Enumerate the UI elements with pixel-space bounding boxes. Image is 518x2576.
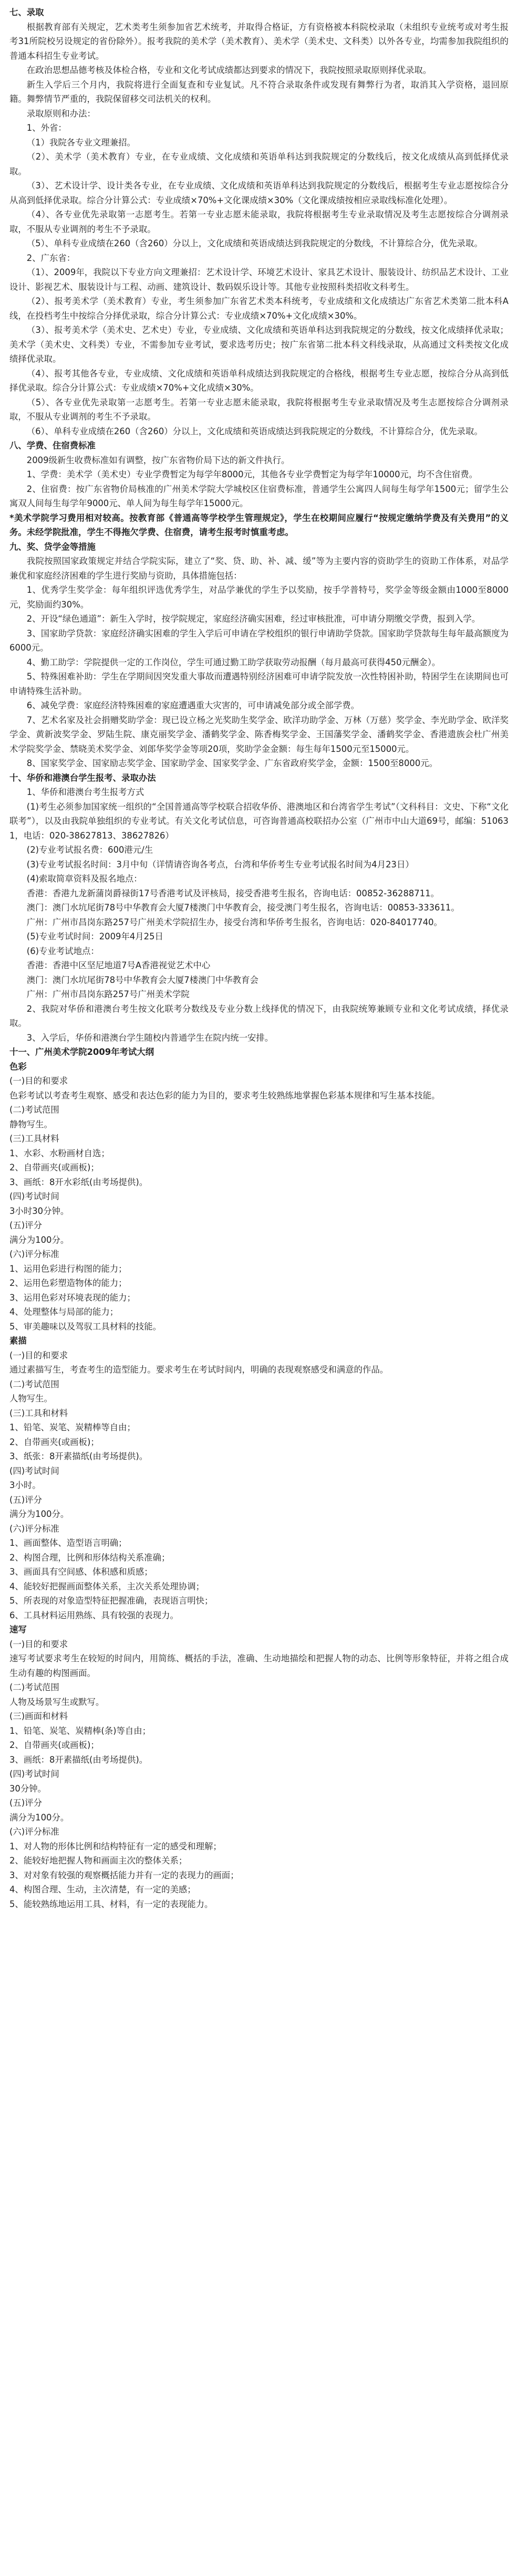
paragraph: 4、勤工助学：学院提供一定的工作岗位，学生可通过勤工助学获取劳动报酬（每月最高可获得450元酬金）。 [26,657,441,667]
paragraph: （1）、2009年，我院以下专业方向文理兼招：艺术设计学、环境艺术设计、家具艺术设计、服装设计、纺织品艺术设计、工业设计、影视艺术、服装设计与工程、动画、建筑设计、数码娱乐设计等。其他专业按照科类招收文科考生。 [9,267,509,292]
paragraph: 2、构图合理，比例和形体结构关系准确； [9,1552,170,1563]
paragraph: 4、能较好把握画面整体关系，主次关系处理协调； [9,1581,205,1591]
paragraph: (三)画面和材料 [9,1711,68,1721]
paragraph: 2、广东省： [26,253,76,263]
paragraph: 30分钟。 [9,1783,47,1794]
paragraph: 7、艺术名家及社会捐赠奖助学金：现已设立杨之光奖助生奖学金、欧洋功助学金、万林（万慈）奖学金、李光助学金、欧洋奖学金、黄新波奖学金、罗陆生院、康克丽奖学金、潘鹤奖学金、陈香梅奖学金、王国藩奖学金、潘鹤奖学金、香港遗族会杜广州美术学院奖学金、禁晓美术奖学金、刘郎华奖学金等项20项，奖助学金金额：每生每年1500元至15000元。 [9,715,509,754]
paragraph: (3)专业考试报名时间：3月中旬（详情请咨询各考点，台湾和华侨考生专业考试报名时间为4月23日） [26,859,414,870]
paragraph: 5、所表现的对象造型特征把握准确，表现语言明快； [9,1596,213,1606]
paragraph: （3）、艺术设计学、设计类各专业，在专业成绩、文化成绩和英语单科达到我院规定的分数线后，根据考生专业志愿按综合分从高到低择优录取。综合分计算公式：专业成绩×70%+文化课成绩×30%（文化课成绩按相应录取线标准化处理）。 [9,181,509,205]
paragraph: 1、华侨和港澳台考生报考方式 [26,787,144,797]
paragraph: （4）、各专业优先录取第一志愿考生。若第一专业志愿未能录取，我院将根据考生专业录取情况及考生志愿按综合分调剂录取，不服从专业调剂的考生不予录取。 [9,210,509,234]
paragraph: (一)目的和要求 [9,1076,68,1086]
paragraph: (六)评分标准 [9,1523,59,1534]
paragraph: （2）、报考美术学（美术教育）专业，考生须参加广东省艺术类本科统考，专业成绩和文化成绩达广东省艺术类第二批本科A线，在投档考生中按综合分择优录取，综合分计算公式：专业成绩×70%+文化成绩×30%。 [9,296,509,321]
paragraph: 满分为100分。 [9,1509,69,1519]
paragraph: 3小时。 [9,1480,41,1490]
paragraph: 3、运用色彩对环境表现的能力； [9,1292,136,1303]
paragraph: 澳门：澳门水坑尾街78号中华教育会大厦7楼澳门中华教育会 [26,975,258,985]
paragraph: 在政治思想品德考核及体检合格，专业和文化考试成绩都达到要求的情况下，我院按照录取原则择优录取。 [26,65,432,75]
paragraph: (四)考试时间 [9,1465,59,1476]
paragraph: (5)专业考试时间：2009年4月25日 [26,931,163,941]
paragraph: (五)评分 [9,1798,42,1808]
paragraph: 我院按照国家政策规定并结合学院实际，建立了“奖、贷、助、补、减、缓”等为主要内容的资助学生的资助工作体系，对品学兼优和家庭经济困难的学生进行奖励与资助，具体措施包括： [9,556,509,581]
paragraph: 1、画面整体、造型语言明确； [9,1538,127,1548]
paragraph: (一)目的和要求 [9,1350,68,1360]
paragraph: 2、我院对华侨和港澳台考生按文化联考分数线及专业分数上线择优的情况下，由我院统筹兼顾专业和文化考试成绩，择优录取。 [9,1003,509,1028]
paragraph: （3）、报考美术学（美术史、艺术史）专业，专业成绩、文化成绩和英语单科达到我院规定的分数线，按文化成绩择优录取；美术学（美术史、文科类）专业，不需参加专业考试，要求选考历史；按广东省第二批本科文科线录取，从高通过文科类按文化成绩择优录取。 [9,325,509,364]
paragraph: (1)考生必须参加国家统一组织的“全国普通高等学校联合招收华侨、港澳地区和台湾省学生考试”（文科科目：文史、下称“文化联考”），以及由我院单独组织的专业考试。有关文化考试信息，可咨询普通高校联招办公室（广州市中山大道69号，邮编：510631，电话：020-38627813、38627826） [9,801,509,841]
paragraph: 色彩考试以考查考生观察、感受和表达色彩的能力为目的，要求考生较熟练地掌握色彩基本规律和写生基本技能。 [9,1090,440,1101]
paragraph: 香港：香港九龙新蒲岗爵禄街17号香港考试及评核局，接受香港考生报名，咨询电话：00852-36288711。 [26,888,439,898]
paragraph: 2、开设“绿色通道”：新生入学时，按学院规定，家庭经济确实困难，经过审核批准，可申请分期缴交学费，报到入学。 [26,614,481,624]
paragraph: 3、画纸：8开水彩纸(由考场提供)。 [9,1177,148,1187]
section-heading: *美术学院学习费用相对较高。按教育部《普通高等学校学生管理规定》，学生在校期间应履行“按规定缴纳学费及有关费用”的义务。未经学院批准，学生不得拖欠学费、住宿费，请考生报考时慎重考虑。 [9,512,509,537]
paragraph: 5、审美趣味以及驾驭工具材料的技能。 [9,1321,162,1332]
paragraph: 1、对人物的形体比例和结构特征有一定的感受和理解； [9,1841,222,1851]
paragraph: 1、优秀学生奖学金：每年组织评选优秀学生，对品学兼优的学生予以奖励，按手学普特号，奖学金等级金额由1000至8000元，奖励面约30%。 [9,585,509,610]
paragraph: (6)专业考试地点： [26,946,99,956]
paragraph: （6）、单科专业成绩在260（含260）分以上，文化成绩和英语成绩达到我院规定的分数线，不计算综合分，优先录取。 [26,426,483,436]
paragraph: 4、处理整体与局部的能力； [9,1307,119,1317]
paragraph: 3、画纸：8开素描纸(由考场提供)。 [9,1754,148,1765]
paragraph: (2)专业考试报名费：600港元/生 [26,845,153,855]
paragraph: (一)目的和要求 [9,1639,68,1649]
paragraph: 1、学费：美术学（美术史）专业学费暂定为每学年8000元，其他各专业学费暂定为每学年10000元，均不含住宿费。 [26,469,478,479]
paragraph: （2）、美术学（美术教育）专业，在专业成绩、文化成绩和英语单科达到我院规定的分数线后，按文化成绩从高到低择优录取。 [9,152,509,176]
paragraph: 澳门：澳门水坑尾街78号中华教育会大厦7楼澳门中华教育会，接受澳门考生报名，咨询电话：00853-333611。 [26,903,460,913]
paragraph: 1、铅笔、炭笔、炭精棒等自由； [9,1422,136,1432]
section-heading: 九、奖、贷学金等措施 [9,541,96,552]
paragraph: 1、水彩、水粉画材自选； [9,1148,110,1158]
paragraph: 1、铅笔、炭笔、炭精棒(条)等自由； [9,1725,151,1736]
paragraph: （4）、报考其他各专业，专业成绩、文化成绩和英语单科成绩达到我院规定的合格线，根据考生专业志愿，按综合分从高到低择优录取。综合分计算公式：专业成绩×70%+文化成绩×30%。 [9,368,509,393]
paragraph: 广州：广州市昌岗东路257号广州美术学院招生办，接受台湾和华侨考生报名，咨询电话：020-84017740。 [26,917,442,927]
paragraph: 人物及场景写生或默写。 [9,1697,105,1707]
paragraph: 2、住宿费：按广东省物价局核准的广州美术学院大学城校区住宿费标准，普通学生公寓四人间每生每学年1500元；留学生公寓双人间每生每学年9000元、单人间为每生每学年15000元。 [9,484,509,508]
section-heading: 速写 [9,1625,27,1635]
paragraph: (四)考试时间 [9,1191,59,1201]
paragraph: 根据教育部有关规定，艺术类考生须参加省艺术统考，并取得合格证，方有资格被本科院校录取（未组织专业统考或对考生报考31所院校另设规定的省份除外）。报考我院的美术学（美术教育）、美术学（美术史、文科类）以外各专业，均需参加我院组织的普通本科招生专业考试。 [9,22,509,61]
paragraph: 3、画面具有空间感、体积感和质感； [9,1567,153,1577]
paragraph: 香港：香港中区坚尼地道7号A香港视觉艺术中心 [26,960,211,970]
paragraph: 5、特殊困难补助：学生在学期间因突发重大事故而遭遇特别经济困难可申请学院发放一次性特困补助，特困学生在读期间也可申请特殊生活补助。 [9,672,509,696]
paragraph: 新生入学后三个月内，我院将进行全面复查和专业复试。凡不符合录取条件或发现有舞弊行为者，取消其入学资格，退回原籍。舞弊情节严重的，我院保留移交司法机关的权利。 [9,79,509,104]
paragraph: 2、自带画夹(或画板)； [9,1437,99,1447]
paragraph: 2、自带画夹(或画板)； [9,1163,99,1172]
paragraph: 2009级新生收费标准如有调整，按广东省物价局下达的新文件执行。 [26,455,290,465]
paragraph: 6、工具材料运用熟练、具有较强的表现力。 [9,1610,179,1620]
paragraph: 满分为100分。 [9,1234,69,1245]
paragraph: 广州：广州市昌岗东路257号广州美术学院 [26,989,190,999]
paragraph: 3、国家助学贷款：家庭经济确实困难的学生入学后可申请在学校组织的银行申请助学贷款。国家助学贷款每生每年最高额度为6000元。 [9,628,509,653]
paragraph: 2、能较好地把握人物和画面主次的整体关系； [9,1856,188,1866]
paragraph: 2、自带画夹(或画板)； [9,1740,99,1750]
section-enroll [9,5,509,438]
paragraph: 3小时30分钟。 [9,1206,69,1216]
paragraph: 静物写生。 [9,1119,53,1129]
paragraph: (二)考试范围 [9,1682,59,1692]
paragraph: (六)评分标准 [9,1249,59,1259]
paragraph: (三)工具和材料 [9,1408,68,1418]
section-heading: 色彩 [9,1061,27,1072]
paragraph: 6、减免学费：家庭经济特殊困难的家庭遭遇重大灾害的，可申请减免部分或全部学费。 [26,700,360,710]
paragraph: 录取原则和办法： [26,108,96,119]
section-fees [9,438,509,540]
paragraph: 1、运用色彩进行构图的能力； [9,1263,127,1274]
paragraph: 满分为100分。 [9,1812,69,1823]
paragraph: （5）、各专业优先录取第一志愿考生。若第一专业志愿未能录取，我院将根据考生专业录取情况及考生志愿按综合分调剂录取，不服从专业调剂的考生不予录取。 [9,397,509,422]
paragraph: 2、运用色彩塑造物体的能力； [9,1278,127,1288]
paragraph: 3、入学后，华侨和港澳台学生随校内普通学生在院内统一安排。 [26,1032,274,1043]
paragraph: （1）我院各专业文理兼招。 [26,137,136,148]
paragraph: (三)工具材料 [9,1134,59,1144]
paragraph: (六)评分标准 [9,1827,59,1837]
section-heading: 七、录取 [9,7,44,17]
paragraph: (二)考试范围 [9,1105,59,1115]
paragraph: （5）、单科专业成绩在260（含260）分以上，文化成绩和英语成绩达到我院规定的分数线，不计算综合分，优先录取。 [26,238,483,248]
paragraph: (4)索取简章资料及报名地点： [26,874,142,884]
section-heading: 素描 [9,1336,27,1346]
paragraph: (五)评分 [9,1220,42,1230]
paragraph: (四)考试时间 [9,1769,59,1779]
paragraph: 4、构图合理、生动，主次清楚，有一定的美感； [9,1884,196,1894]
section-hkmo [9,771,509,1045]
paragraph: 1、外省： [26,123,67,133]
paragraph: 3、对对象有较强的观察概括能力并有一定的表现力的画面； [9,1870,239,1880]
paragraph: 3、纸张：8开素描纸(由考场提供)。 [9,1451,148,1461]
paragraph: (二)考试范围 [9,1379,59,1389]
paragraph: 人物写生。 [9,1394,53,1404]
paragraph: 通过素描写生，考查考生的造型能力。要求考生在考试时间内，明确的表现观察感受和满意的作品。 [9,1365,389,1375]
paragraph: 5、能较熟练地运用工具、材料，有一定的表现能力。 [9,1899,213,1909]
section-heading: 十、华侨和港澳台学生报考、录取办法 [9,772,156,783]
paragraph: 速写考试要求考生在较短的时间内，用简练、概括的手法，准确、生动地描绘和把握人物的动态、比例等形象特征，并将之组合成生动有趣的构图画面。 [9,1653,509,1678]
section-aid [9,540,509,771]
paragraph: (五)评分 [9,1494,42,1505]
section-heading: 十一、广州美术学院2009年考试大纲 [9,1047,154,1057]
paragraph: 8、国家奖学金、国家励志奖学金、国家助学金、国家奖学金、广东省政府奖学金，金额：1500至8000元。 [26,758,438,768]
section-syllabus [9,1045,509,1911]
section-heading: 八、学费、住宿费标准 [9,441,96,451]
